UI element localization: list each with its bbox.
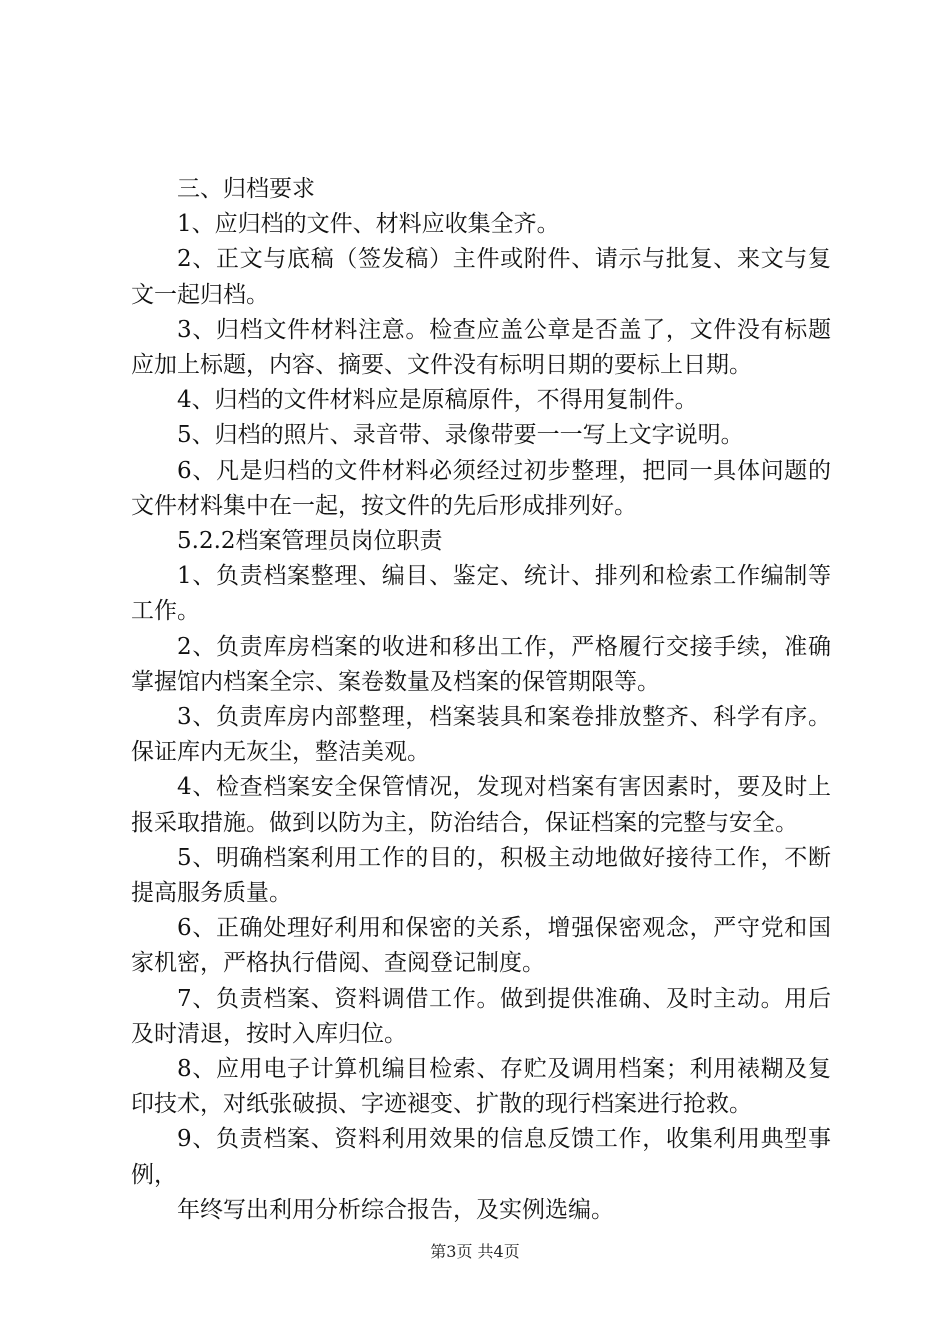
paragraph: 年终写出利用分析综合报告，及实例选编。: [177, 1196, 614, 1223]
paragraph: 5、明确档案利用工作的目的，积极主动地做好接待工作，不断提高服务质量。: [131, 844, 831, 907]
document-body: [131, 172, 831, 1228]
section-heading: 5.2.2档案管理员岗位职责: [177, 528, 443, 555]
page-number-footer: 第3页 共4页: [430, 1242, 520, 1261]
paragraph: 1、负责档案整理、编目、鉴定、统计、排列和检索工作编制等工作。: [131, 563, 831, 625]
paragraph: 8、应用电子计算机编目检索、存贮及调用档案；利用裱糊及复印技术，对纸张破损、字迹褪变、扩散的现行档案进行抢救。: [131, 1056, 831, 1118]
paragraph: 3、归档文件材料注意。检查应盖公章是否盖了，文件没有标题应加上标题，内容、摘要、文件没有标明日期的要标上日期。: [131, 316, 831, 379]
paragraph: 6、正确处理好利用和保密的关系，增强保密观念，严守党和国家机密，严格执行借阅、查阅登记制度。: [131, 915, 831, 977]
paragraph: 6、凡是归档的文件材料必须经过初步整理，把同一具体问题的文件材料集中在一起，按文件的先后形成排列好。: [131, 457, 831, 519]
paragraph: 1、应归档的文件、材料应收集全齐。: [177, 211, 560, 238]
section-heading: 三、归档要求: [177, 176, 315, 202]
paragraph: 5、归档的照片、录音带、录像带要一一写上文字说明。: [177, 422, 744, 449]
paragraph: 4、归档的文件材料应是原稿原件，不得用复制件。: [177, 387, 698, 414]
paragraph: 2、负责库房档案的收进和移出工作，严格履行交接手续，准确掌握馆内档案全宗、案卷数量及档案的保管期限等。: [131, 633, 831, 695]
paragraph: 2、正文与底稿（签发稿）主件或附件、请示与批复、来文与复文一起归档。: [131, 246, 831, 308]
paragraph: 9、负责档案、资料利用效果的信息反馈工作，收集利用典型事例，: [131, 1126, 831, 1188]
paragraph: 4、检查档案安全保管情况，发现对档案有害因素时，要及时上报采取措施。做到以防为主，防治结合，保证档案的完整与安全。: [131, 774, 831, 836]
paragraph: 7、负责档案、资料调借工作。做到提供准确、及时主动。用后及时清退，按时入库归位。: [131, 985, 831, 1047]
paragraph: 3、负责库房内部整理，档案装具和案卷排放整齐、科学有序。保证库内无灰尘，整洁美观。: [131, 704, 831, 766]
